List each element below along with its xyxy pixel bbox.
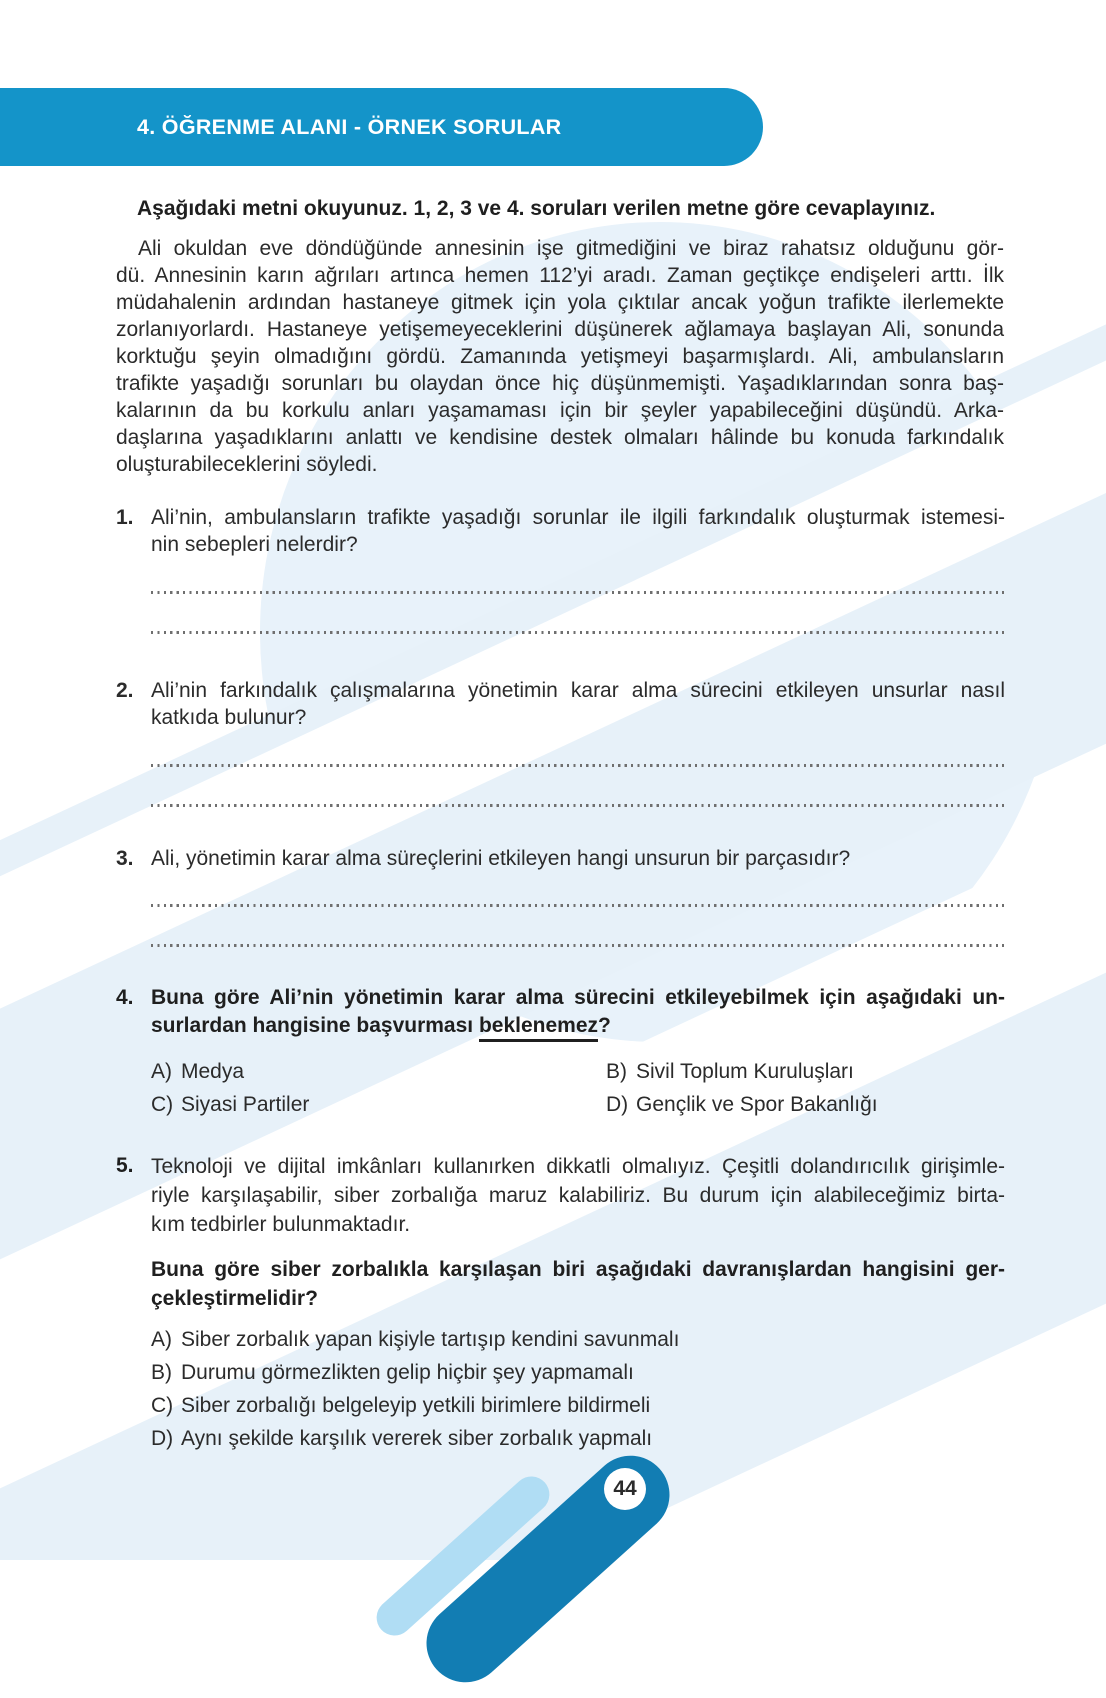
question-4-option-a: A) Medya bbox=[151, 1060, 245, 1083]
question-4-text: surlardan hangisine başvurması beklenemez? bbox=[151, 1012, 1005, 1040]
passage-line: trafikte yaşadığı sorunları bu olaydan önce hiç düşünmemişti. Yaşadıklarından sonra baş- bbox=[116, 372, 1004, 395]
passage-line: Ali okuldan eve döndüğünde annesinin işe gitmediğini ve biraz rahatsız olduğunu gör- bbox=[138, 237, 1004, 260]
question-4-option-b: B) Sivil Toplum Kuruluşları bbox=[606, 1060, 854, 1083]
passage-line: oluşturabileceklerini söyledi. bbox=[116, 453, 378, 476]
answer-line bbox=[151, 764, 1004, 767]
question-5-text: Teknoloji ve dijital imkânları kullanırken dikkatli olmalıyız. Çeşitli dolandırıcılık girişimle- bbox=[151, 1155, 1005, 1178]
question-1 bbox=[116, 504, 1005, 558]
question-3-text: Ali, yönetimin karar alma süreçlerini etkileyen hangi unsurun bir parçasıdır? bbox=[151, 847, 851, 870]
question-5-option-a: A) Siber zorbalık yapan kişiyle tartışıp kendini savunmalı bbox=[151, 1328, 680, 1351]
question-2-text: Ali’nin farkındalık çalışmalarına yönetimin karar alma sürecini etkileyen unsurlar nasıl bbox=[151, 679, 1005, 702]
section-header-banner bbox=[0, 88, 763, 166]
passage-line: korktuğu şeyin olmadığını gördü. Zamanında yetişmeyi başarmışlardı. Ali, ambulansların bbox=[116, 345, 1004, 368]
answer-line bbox=[151, 904, 1004, 907]
answer-line bbox=[151, 944, 1004, 947]
question-2-text: katkıda bulunur? bbox=[151, 706, 307, 729]
question-4-text: Buna göre Ali’nin yönetimin karar alma sürecini etkileyebilmek için aşağıdaki un- bbox=[151, 986, 1005, 1009]
question-5-option-c: C) Siber zorbalığı belgeleyip yetkili birimlere bildirmeli bbox=[151, 1394, 651, 1417]
question-5-stem-text: çekleştirmelidir? bbox=[151, 1287, 318, 1310]
instruction-text: Aşağıdaki metni okuyunuz. 1, 2, 3 ve 4. soruları verilen metne göre cevaplayınız. bbox=[137, 197, 936, 220]
question-5-stem-text: Buna göre siber zorbalıkla karşılaşan biri aşağıdaki davranışlardan hangisini ger- bbox=[151, 1258, 1005, 1281]
question-2 bbox=[116, 677, 1005, 731]
question-4-number: 4. bbox=[116, 986, 134, 1009]
question-5-text: kım tedbirler bulunmaktadır. bbox=[151, 1213, 411, 1236]
question-5-option-d: D) Aynı şekilde karşılık vererek siber zorbalık yapmalı bbox=[151, 1427, 653, 1450]
passage-line: dü. Annesinin karın ağrıları artınca hemen 112’yi aradı. Zaman geçtikçe endişeleri arttı. İlk bbox=[116, 264, 1004, 287]
section-title: 4. ÖĞRENME ALANI - ÖRNEK SORULAR bbox=[137, 115, 562, 139]
question-3-number: 3. bbox=[116, 847, 134, 870]
question-5-text: riyle karşılaşabilir, siber zorbalığa maruz kalabiliriz. Bu durum için alabileceğimiz birta- bbox=[151, 1184, 1005, 1207]
question-5 bbox=[116, 1152, 1005, 1239]
question-4-option-d: D) Gençlik ve Spor Bakanlığı bbox=[606, 1093, 878, 1116]
underlined-keyword: beklenemez bbox=[479, 1014, 598, 1042]
passage-line: daşlarına yaşadıklarını anlattı ve kendisine destek olmaları hâlinde bu konuda farkındalık bbox=[116, 426, 1004, 449]
passage-line: zorlanıyorlardı. Hastaneye yetişemeyeceklerini düşünerek ağlamaya başlayan Ali, sonunda bbox=[116, 318, 1004, 341]
answer-line bbox=[151, 631, 1004, 634]
question-3 bbox=[116, 845, 1005, 872]
question-2-number: 2. bbox=[116, 679, 134, 702]
question-1-text: Ali’nin, ambulansların trafikte yaşadığı sorunlar ile ilgili farkındalık oluşturmak istemesi- bbox=[151, 506, 1005, 529]
passage-line: kalarının da bu korkulu anları yaşamaması için bir şeyler yapabileceğini düşündü. Arka- bbox=[116, 399, 1004, 422]
question-1-number: 1. bbox=[116, 506, 134, 529]
answer-line bbox=[151, 591, 1004, 594]
question-5-number: 5. bbox=[116, 1154, 134, 1177]
answer-line bbox=[151, 804, 1004, 807]
reading-passage bbox=[116, 235, 1004, 478]
passage-line: müdahalenin ardından hastaneye gitmek için yola çıktılar ancak yoğun trafikte ilerlemekte bbox=[116, 291, 1004, 314]
question-4 bbox=[116, 984, 1005, 1040]
page-number-badge: 44 bbox=[604, 1468, 646, 1510]
question-5-option-b: B) Durumu görmezlikten gelip hiçbir şey yapmamalı bbox=[151, 1361, 634, 1384]
question-4-option-c: C) Siyasi Partiler bbox=[151, 1093, 310, 1116]
question-5-stem bbox=[116, 1255, 1005, 1313]
question-1-text: nin sebepleri nelerdir? bbox=[151, 533, 358, 556]
